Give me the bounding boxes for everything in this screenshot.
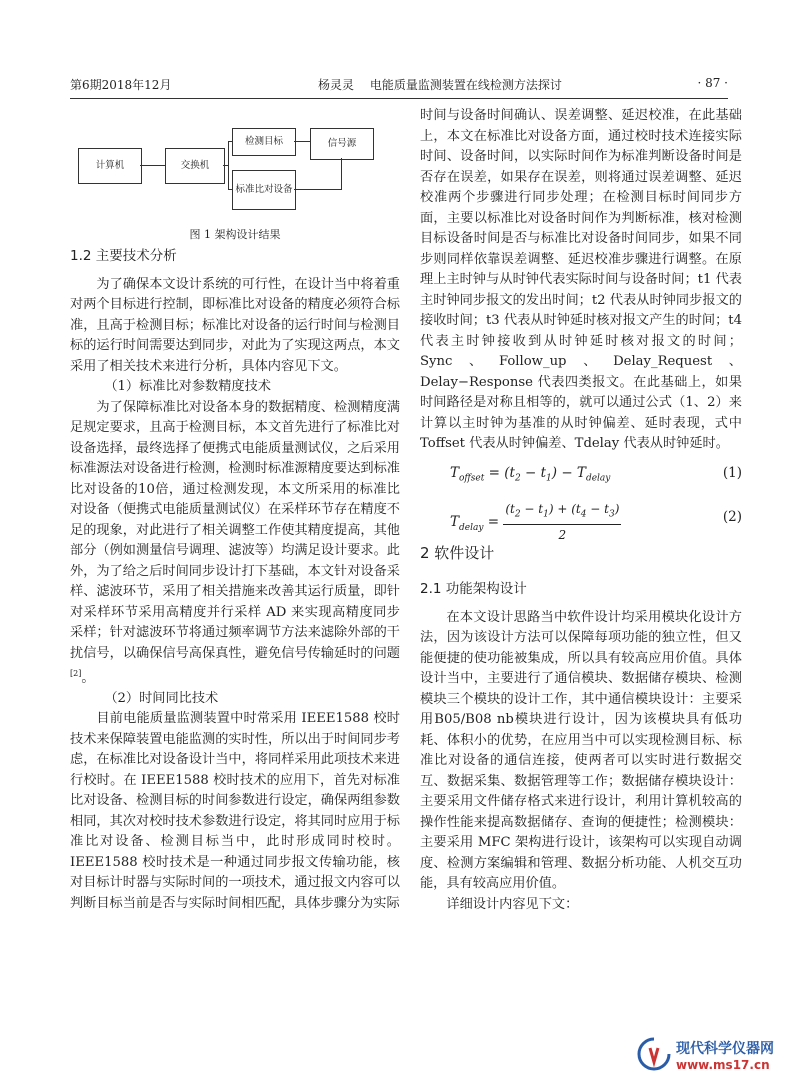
paragraph: 在本文设计思路当中软件设计均采用模块化设计方法，因为该设计方法可以保障每项功能的独立性，但又能便捷的使功能被集成，所以具有较高应用价值。具体设计当中，主要进行了通信模块、数据储存模块、检测模块三个模块的设计工作，其中通信模块设计：主要采用B05/B08 nb模块进行设计，因为该模块具有低功耗、体积小的优势，在应用当中可以实现检测目标、标准比对设备的通信连接，使两者可以实时进行数据交互、数据采集、数据管理等工作；数据储存模块设计：主要采用文件储存格式来进行设计，利用计算机较高的操作性能来提高数据储存、查询的便捷性；检测模块：主要采用 MFC 架构进行设计，该架构可以实现自动调度、检测方案编辑和管理、数据分析功能、人机交互功能，具有较高应用价值。 bbox=[420, 609, 742, 891]
paragraph: 为了保障标准比对设备本身的数据精度、检测精度满足规定要求，且高于检测目标，本文首先进行了标准比对设备选择，最终选择了便携式电能质量测试仪，之后采用标准源法对设备进行检测，检测时标准源精度要达到标准比对设备的10倍，通过检测发现，本文所采用的标准比对设备（便携式电能质量测试仪）在采样环节存在精度不足的现象，对此进行了相关调整工作使其精度提高，其他部分（例如测量信号调理、滤波等）均满足设计要求。此外，为了给之后时间同步设计打下基础，本文针对设备采样、滤波环节，采用了相关措施来改善其运行质量，即针对采样环节采用高精度并行采样 AD 来实现高精度同步采样；针对滤波环节将通过频率调节方法来滤除外部的干扰信号，以确保信号高保真性，避免信号传输延时的问题[2]。 bbox=[70, 399, 400, 686]
box-computer: 计算机 bbox=[78, 148, 142, 184]
subheading-time-sync: （2）时间同比技术 bbox=[104, 690, 219, 706]
link-to-standard bbox=[228, 189, 232, 190]
box-target: 检测目标 bbox=[232, 128, 296, 156]
section-2-1-heading: 2.1 功能架构设计 bbox=[420, 581, 527, 597]
paragraph: 目前电能质量监测装置中时常采用 IEEE1588 校时技术来保障装置电能监测的实时性，所以出于时间同步考虑，在标准比对设备设计当中，将同样采用此项技术来进行校时。在 IEEE1588 校时技术的应用下，首先对标准比对设备、检测目标的时间参数进行设定，确保两组参数相同，其次对校时技术参数进行设定，将其同时应用于标准比对设备、检测目标当中，此时形成同时校时。IEEE1588 校时技术是一种通过同步报文传输功能，核对目标计时器与实际时间的一项技术，通过报文内容可以判断目标当前是否与实际时间相匹配，具体步骤分为实际 bbox=[70, 711, 400, 911]
box-signal-source: 信号源 bbox=[310, 128, 374, 160]
section-2-heading: 2 软件设计 bbox=[420, 543, 495, 562]
section-1-2-heading: 1.2 主要技术分析 bbox=[70, 248, 177, 264]
paragraph: 详细设计内容见下文： bbox=[446, 896, 579, 912]
paragraph: 时间与设备时间确认、误差调整、延迟校准，在此基础上，本文在标准比对设备方面，通过校时技术连接实际时间、设备时间，以实际时间作为标准判断设备时间是否存在误差，如果存在误差，则将通过误差调整、延迟校准两个步骤进行同步处理；在检测目标时间同步方面，主要以标准比对设备时间作为判断标准，核对检测目标设备时间是否与标准比对设备时间同步，如果不同步则同样依靠误差调整、延迟校准步骤进行调整。在原理上主时钟与从时钟代表实际时间与设备时间；t1 代表主时钟同步报文的发出时间；t2 代表从时钟同步报文的接收时间；t3 代表从时钟延时核对报文产生的时间；t4 代表主时钟接收到从时钟延时核对报文的时间；Sync、Follow_up、Delay_Request、Delay−Response 代表四类报文。在此基础上，如果时间路径是对称且相等的，就可以通过公式（1、2）来计算以主时钟为基准的从时钟偏差、延时表现，式中 Toffset 代表从时钟偏差、Tdelay 代表从时钟延时。 bbox=[420, 108, 742, 451]
architecture-figure bbox=[70, 118, 400, 228]
box-standard-device: 标准比对设备 bbox=[232, 170, 296, 210]
figure-caption: 图 1 架构设计结果 bbox=[189, 228, 281, 241]
equation-2: $T_{delay}$ = $\frac{(t_2 - t_1) + (t_4 - t_3)}{2}$ (2) bbox=[420, 493, 742, 537]
running-header bbox=[70, 76, 728, 96]
link-source-down bbox=[341, 158, 342, 189]
link-switch-stub bbox=[223, 165, 228, 166]
left-column bbox=[70, 246, 400, 914]
equation-1: $T_{offset} = (t_2 - t_1) - T_{delay}$ (1) bbox=[450, 464, 742, 484]
citation: [2] bbox=[70, 669, 82, 678]
site-watermark bbox=[632, 1030, 792, 1080]
issue-date: 第6期2018年12月 bbox=[70, 78, 172, 92]
link-target-source bbox=[294, 141, 310, 142]
watermark-name: 现代科学仪器网 bbox=[676, 1041, 774, 1057]
link-source-standard bbox=[294, 189, 342, 190]
header-rule bbox=[70, 98, 728, 99]
box-switch: 交换机 bbox=[165, 148, 225, 184]
watermark-url: www.ms17.cn bbox=[676, 1058, 770, 1072]
right-column bbox=[420, 106, 742, 915]
page-number: · 87 · bbox=[697, 76, 728, 90]
paragraph: 为了确保本文设计系统的可行性，在设计当中将着重对两个目标进行控制，即标准比对设备的精度必须符合标准，且高于检测目标；标准比对设备的运行时间与检测目标的运行时间需要达到同步，对此为了实现这两点，本文采用了相关技术来进行分析，具体内容见下文。 bbox=[70, 276, 400, 374]
subheading-precision: （1）标准比对参数精度技术 bbox=[104, 379, 271, 394]
link-computer-switch bbox=[140, 165, 165, 166]
author-title: 杨灵灵 电能质量监测装置在线检测方法探讨 bbox=[318, 78, 562, 92]
equation-number: (2) bbox=[722, 508, 742, 525]
equation-number: (1) bbox=[722, 464, 742, 481]
link-to-target bbox=[228, 141, 232, 142]
link-switch-vertical bbox=[228, 141, 229, 189]
watermark-logo-icon bbox=[636, 1036, 672, 1072]
